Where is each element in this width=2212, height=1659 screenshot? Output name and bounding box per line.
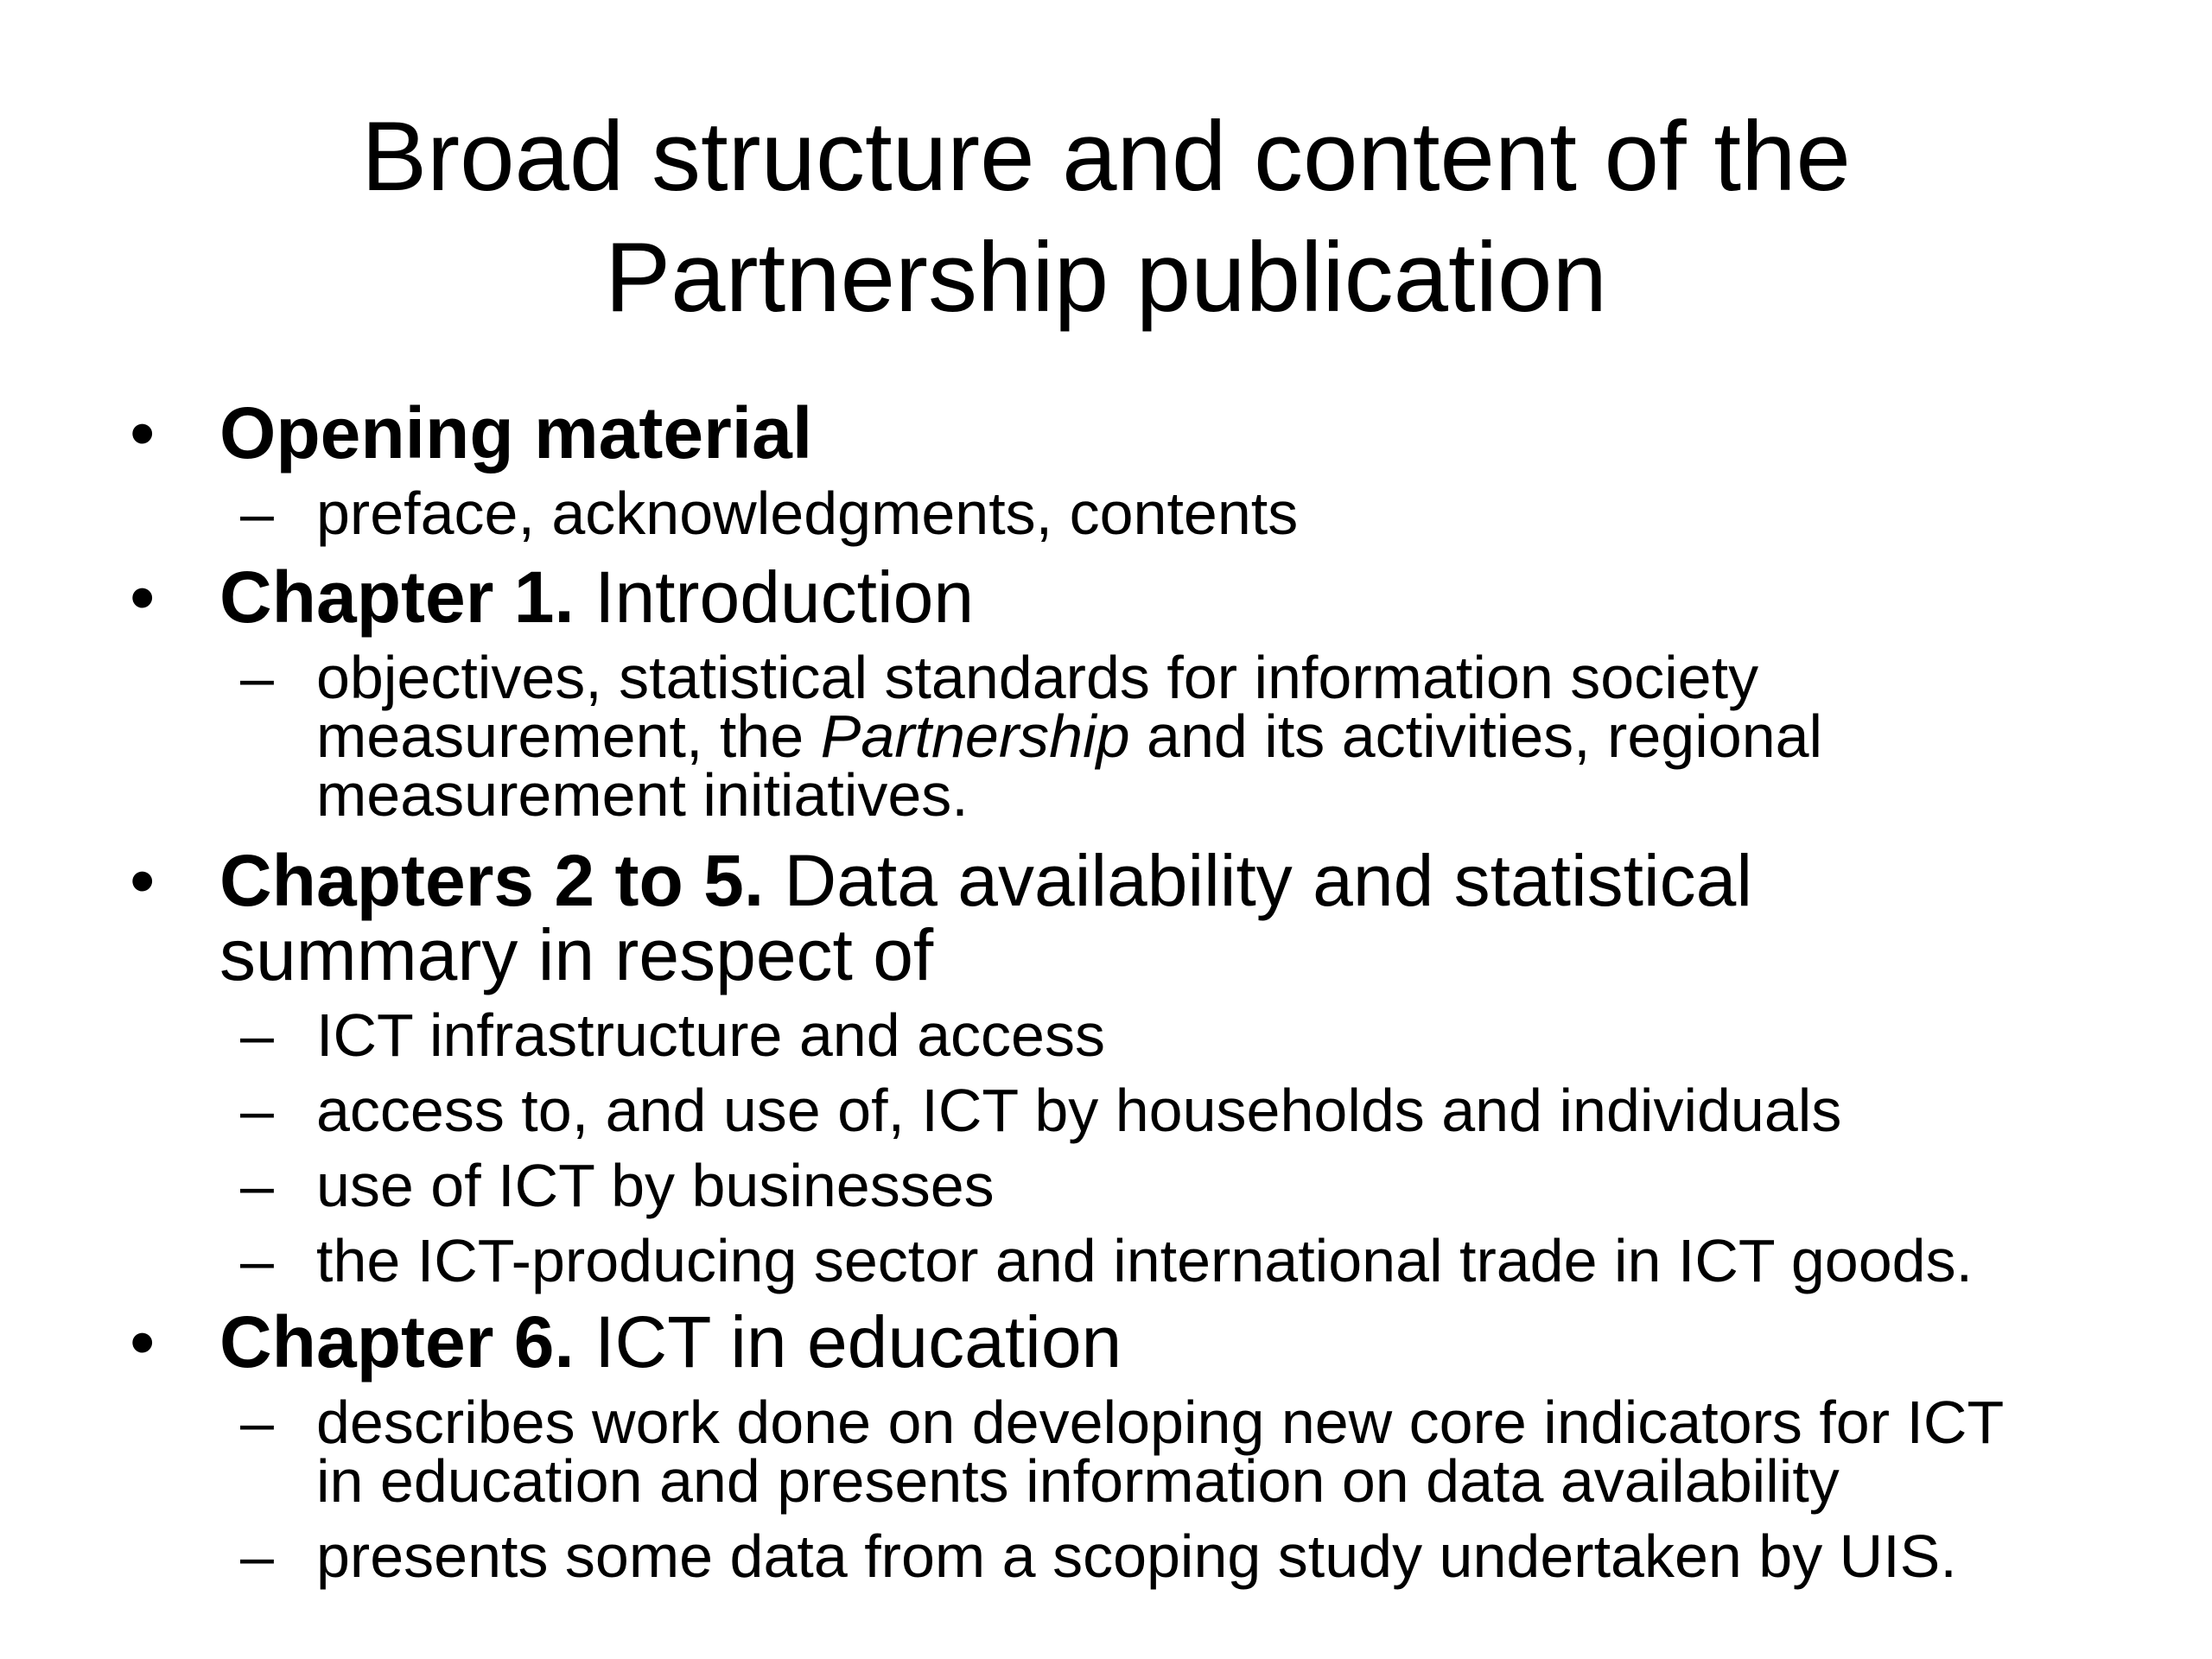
subbullet-text: preface, acknowledgments, contents <box>316 480 1299 547</box>
bullet-marker: • <box>130 1301 156 1382</box>
bullet-marker: • <box>130 392 156 474</box>
bullet-text <box>219 1301 2077 1382</box>
subbullet-line <box>316 702 2165 770</box>
subbullet-text: access to, and use of, ICT by households and individuals <box>316 1077 1842 1144</box>
bullet-heading: Chapter 6. <box>219 1301 575 1382</box>
text-run: measurement, the <box>316 702 821 770</box>
dash-marker: – <box>240 644 274 711</box>
slide-title-line-2: Partnership publication <box>605 223 1607 333</box>
dash-marker: – <box>240 1077 274 1144</box>
subbullet-line: measurement initiatives. <box>316 761 969 829</box>
subbullet-text <box>316 1389 2165 1515</box>
bullet-description: Data availability and statistical <box>764 840 1753 921</box>
bullet-heading: Chapters 2 to 5. <box>219 840 765 921</box>
subbullet-text: the ICT-producing sector and international trade in ICT goods. <box>316 1227 1974 1294</box>
bullet-line: summary in respect of <box>219 914 934 995</box>
bullet-marker: • <box>130 840 156 921</box>
italic-run: Partnership <box>820 702 1130 770</box>
dash-marker: – <box>240 1152 274 1219</box>
bullet-marker: • <box>130 556 156 638</box>
subbullet-text <box>316 644 2165 829</box>
bullet-description: Introduction <box>574 556 975 638</box>
subbullet-text: use of ICT by businesses <box>316 1152 995 1219</box>
subbullet-line: in education and presents information on data availability <box>316 1447 1840 1515</box>
dash-marker: – <box>240 480 274 547</box>
subbullet-text: presents some data from a scoping study undertaken by UIS. <box>316 1522 1957 1590</box>
bullet-heading: Opening material <box>219 392 813 474</box>
subbullet-line: describes work done on developing new core indicators for ICT <box>316 1389 2005 1456</box>
bullet-line <box>219 840 2077 921</box>
bullet-text <box>219 840 2077 995</box>
bullet-text <box>219 556 2077 638</box>
bullet-heading: Chapter 1. <box>219 556 575 638</box>
subbullet-text: ICT infrastructure and access <box>316 1001 1105 1069</box>
bullet-description: ICT in education <box>574 1301 1122 1382</box>
dash-marker: – <box>240 1001 274 1069</box>
bullet-text <box>219 392 2077 474</box>
dash-marker: – <box>240 1522 274 1590</box>
text-run: and its activities, regional <box>1129 702 1823 770</box>
dash-marker: – <box>240 1227 274 1294</box>
dash-marker: – <box>240 1389 274 1456</box>
slide-title-line-1: Broad structure and content of the <box>361 102 1851 212</box>
subbullet-line: objectives, statistical standards for information society <box>316 644 1759 711</box>
